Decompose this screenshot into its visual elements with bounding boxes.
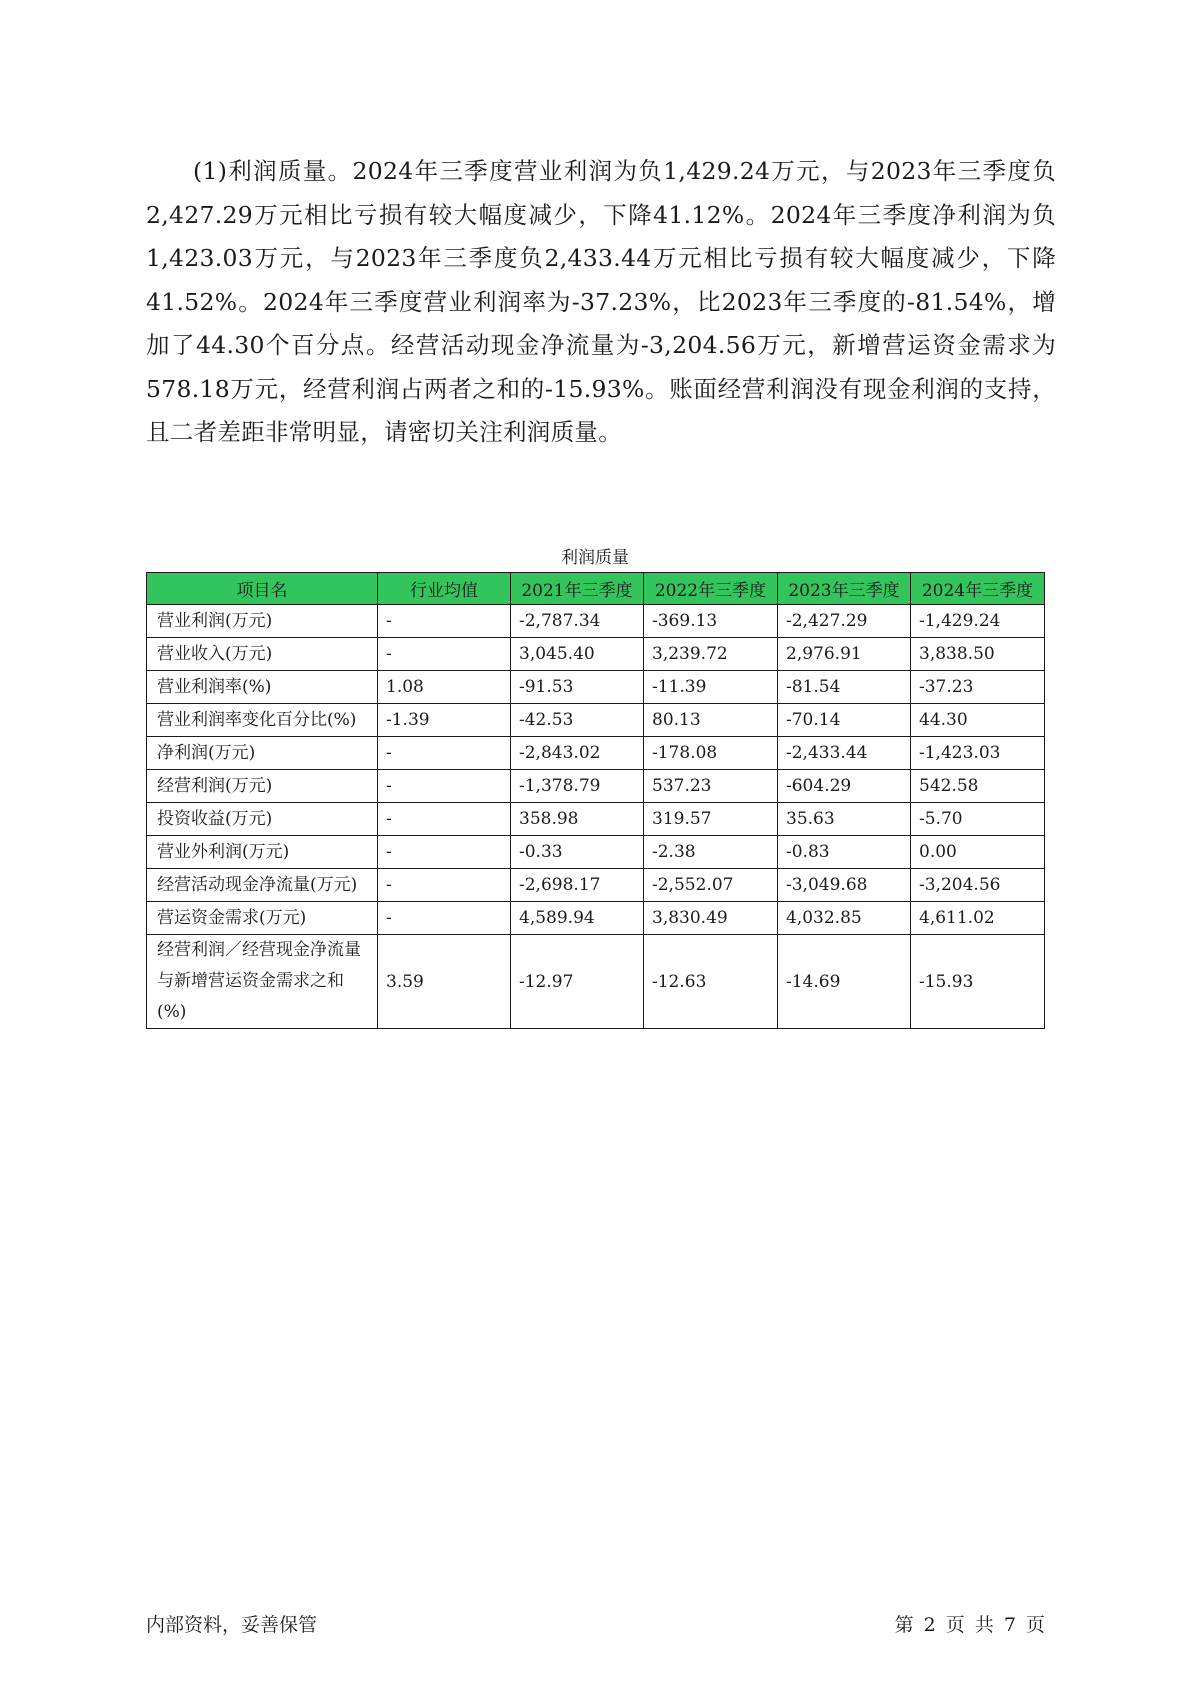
table-row [147, 935, 1045, 1029]
footer-confidential-note: 内部资料，妥善保管 [146, 1614, 318, 1636]
table-cell: -12.97 [511, 935, 644, 1029]
table-cell: 80.13 [644, 704, 778, 737]
footer-page-number: 第 2 页 共 7 页 [894, 1614, 1045, 1636]
table-cell: -37.23 [911, 671, 1045, 704]
header-item-name: 项目名 [147, 573, 378, 605]
table-cell: 358.98 [511, 803, 644, 836]
table-cell: -3,204.56 [911, 869, 1045, 902]
table-cell: -604.29 [778, 770, 911, 803]
table-cell: 537.23 [644, 770, 778, 803]
row-label: 营业利润率(%) [147, 671, 378, 704]
row-label: 营业收入(万元) [147, 638, 378, 671]
table-cell: 1.08 [378, 671, 511, 704]
table-row [147, 605, 1045, 638]
table-cell: 4,611.02 [911, 902, 1045, 935]
row-label: 营业利润率变化百分比(%) [147, 704, 378, 737]
table-cell: - [378, 770, 511, 803]
table-cell: -0.83 [778, 836, 911, 869]
table-cell: -14.69 [778, 935, 911, 1029]
table-caption: 利润质量 [561, 548, 629, 568]
row-label: 投资收益(万元) [147, 803, 378, 836]
table-cell: -1,378.79 [511, 770, 644, 803]
table-cell: 44.30 [911, 704, 1045, 737]
table-cell: -2,843.02 [511, 737, 644, 770]
table-cell: 3,830.49 [644, 902, 778, 935]
table-row [147, 737, 1045, 770]
table-cell: - [378, 803, 511, 836]
table-cell: -2,433.44 [778, 737, 911, 770]
table-cell: 3,838.50 [911, 638, 1045, 671]
table-cell: -81.54 [778, 671, 911, 704]
row-label: 经营利润(万元) [147, 770, 378, 803]
row-label: 经营利润／经营现金净流量与新增营运资金需求之和(%) [147, 935, 378, 1029]
table-header-row [147, 573, 1045, 605]
table-row [147, 803, 1045, 836]
table-cell: - [378, 869, 511, 902]
table-cell: -1.39 [378, 704, 511, 737]
table-row [147, 638, 1045, 671]
table-cell: -91.53 [511, 671, 644, 704]
table-cell: - [378, 638, 511, 671]
table-cell: 0.00 [911, 836, 1045, 869]
table-cell: 35.63 [778, 803, 911, 836]
header-industry-avg: 行业均值 [378, 573, 511, 605]
header-2024q3: 2024年三季度 [911, 573, 1045, 605]
table-cell: -2,552.07 [644, 869, 778, 902]
table-cell: 319.57 [644, 803, 778, 836]
table-cell: -2,698.17 [511, 869, 644, 902]
table-row [147, 671, 1045, 704]
header-2023q3: 2023年三季度 [778, 573, 911, 605]
table-row [147, 704, 1045, 737]
table-cell: - [378, 605, 511, 638]
profit-quality-table [146, 572, 1045, 1029]
table-cell: 4,032.85 [778, 902, 911, 935]
table-cell: -12.63 [644, 935, 778, 1029]
table-cell: 2,976.91 [778, 638, 911, 671]
row-label: 营运资金需求(万元) [147, 902, 378, 935]
table-cell: -2,787.34 [511, 605, 644, 638]
row-label: 营业利润(万元) [147, 605, 378, 638]
row-label: 净利润(万元) [147, 737, 378, 770]
table-cell: -178.08 [644, 737, 778, 770]
table-cell: 3,045.40 [511, 638, 644, 671]
table-cell: -15.93 [911, 935, 1045, 1029]
table-cell: 3,239.72 [644, 638, 778, 671]
table-row [147, 869, 1045, 902]
table-cell: -70.14 [778, 704, 911, 737]
header-2022q3: 2022年三季度 [644, 573, 778, 605]
table-row [147, 770, 1045, 803]
table-row [147, 902, 1045, 935]
table-cell: -369.13 [644, 605, 778, 638]
table-cell: -11.39 [644, 671, 778, 704]
table-cell: -5.70 [911, 803, 1045, 836]
table-cell: -1,423.03 [911, 737, 1045, 770]
table-cell: -1,429.24 [911, 605, 1045, 638]
row-label: 营业外利润(万元) [147, 836, 378, 869]
table-cell: -3,049.68 [778, 869, 911, 902]
header-2021q3: 2021年三季度 [511, 573, 644, 605]
table-cell: -2,427.29 [778, 605, 911, 638]
table-cell: 542.58 [911, 770, 1045, 803]
table-row [147, 836, 1045, 869]
table-cell: - [378, 902, 511, 935]
table-cell: - [378, 836, 511, 869]
row-label: 经营活动现金净流量(万元) [147, 869, 378, 902]
table-cell: - [378, 737, 511, 770]
table-cell: -42.53 [511, 704, 644, 737]
table-cell: 3.59 [378, 935, 511, 1029]
table-cell: -2.38 [644, 836, 778, 869]
profit-quality-paragraph: (1)利润质量。2024年三季度营业利润为负1,429.24万元，与2023年三季度负2,427.29万元相比亏损有较大幅度减少，下降41.12%。2024年三季度净利润为负1,423.03万元，与2023年三季度负2,433.44万元相比亏损有较大幅度减少，下降41.52%。2024年三季度营业利润率为-37.23%，比2023年三季度的-81.54%，增加了44.30个百分点。经营活动现金净流量为-3,204.56万元，新增营运资金需求为578.18万元，经营利润占两者之和的-15.93%。账面经营利润没有现金利润的支持，且二者差距非常明显，请密切关注利润质量。 [146, 157, 1056, 446]
table-cell: 4,589.94 [511, 902, 644, 935]
table-cell: -0.33 [511, 836, 644, 869]
